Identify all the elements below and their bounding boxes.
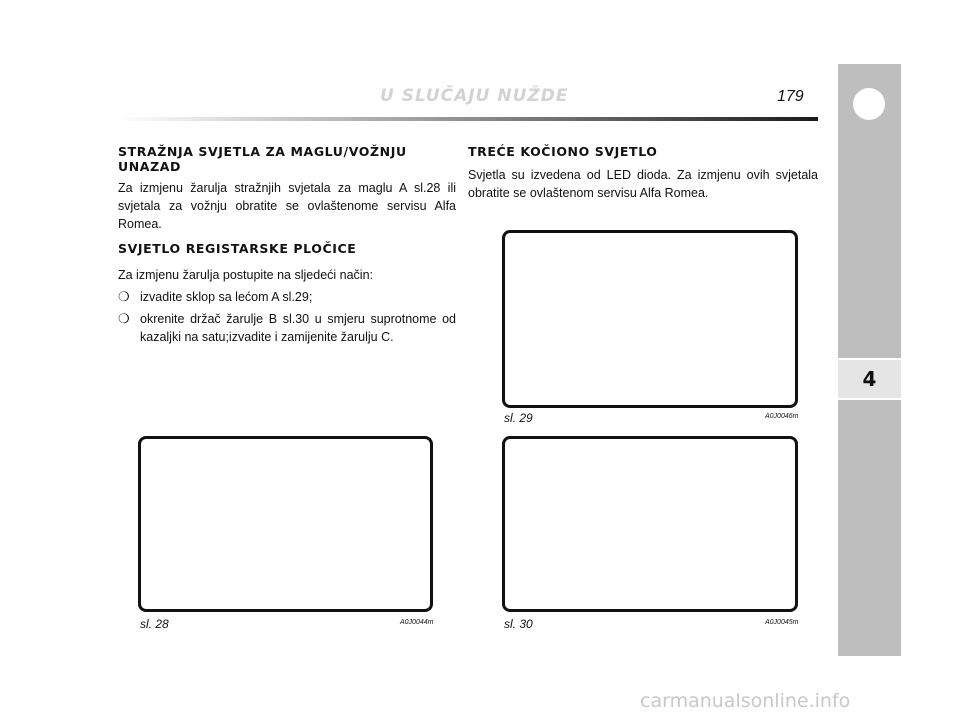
figure-29-label: sl. 29 (504, 411, 533, 425)
figure-28-frame (138, 436, 433, 612)
chapter-number: 4 (838, 358, 901, 400)
watermark: carmanualsonline.info (640, 690, 851, 712)
page-number: 179 (777, 88, 804, 105)
sidebar-circle-marker (853, 88, 885, 120)
heading-third-brake-light: TREĆE KOČIONO SVJETLO (468, 144, 658, 159)
bullet-circle-icon: ❍ (118, 289, 130, 304)
list-item-text: izvadite sklop sa lećom A sl.29; (140, 290, 313, 304)
heading-license-plate-light: SVJETLO REGISTARSKE PLOČICE (118, 241, 357, 256)
figure-29-frame (502, 230, 798, 408)
figure-28-label: sl. 28 (140, 617, 169, 631)
list-item-text: okrenite držač žarulje B sl.30 u smjeru suprotnome od kazaljki na satu;izvadite i zamijenite žarulju C. (140, 312, 456, 344)
list-item (118, 288, 456, 306)
header-rule (118, 117, 818, 121)
paragraph-third-brake-light: Svjetla su izvedena od LED dioda. Za izmjenu ovih svjetala obratite se ovlaštenom servisu Alfa Romea. (468, 168, 818, 200)
figure-29-code: A0J0046m (765, 413, 799, 420)
paragraph-license-plate-intro: Za izmjenu žarulja postupite na sljedeći način: (118, 268, 373, 282)
figure-30-code: A0J0045m (765, 619, 799, 626)
figure-30-frame (502, 436, 798, 612)
bullet-circle-icon: ❍ (118, 311, 130, 326)
section-title: U SLUČAJU NUŽDE (380, 86, 569, 106)
figure-30-label: sl. 30 (504, 617, 533, 631)
list-item (118, 310, 456, 346)
heading-rear-fog-reverse-lights: STRAŽNJA SVJETLA ZA MAGLU/VOŽNJU UNAZAD (118, 144, 407, 174)
paragraph-rear-fog-reverse-lights: Za izmjenu žarulja stražnjih svjetala za maglu A sl.28 ili svjetala za vožnju obratite se ovlaštenome servisu Alfa Romea. (118, 181, 456, 231)
figure-28-code: A0J0044m (400, 619, 434, 626)
